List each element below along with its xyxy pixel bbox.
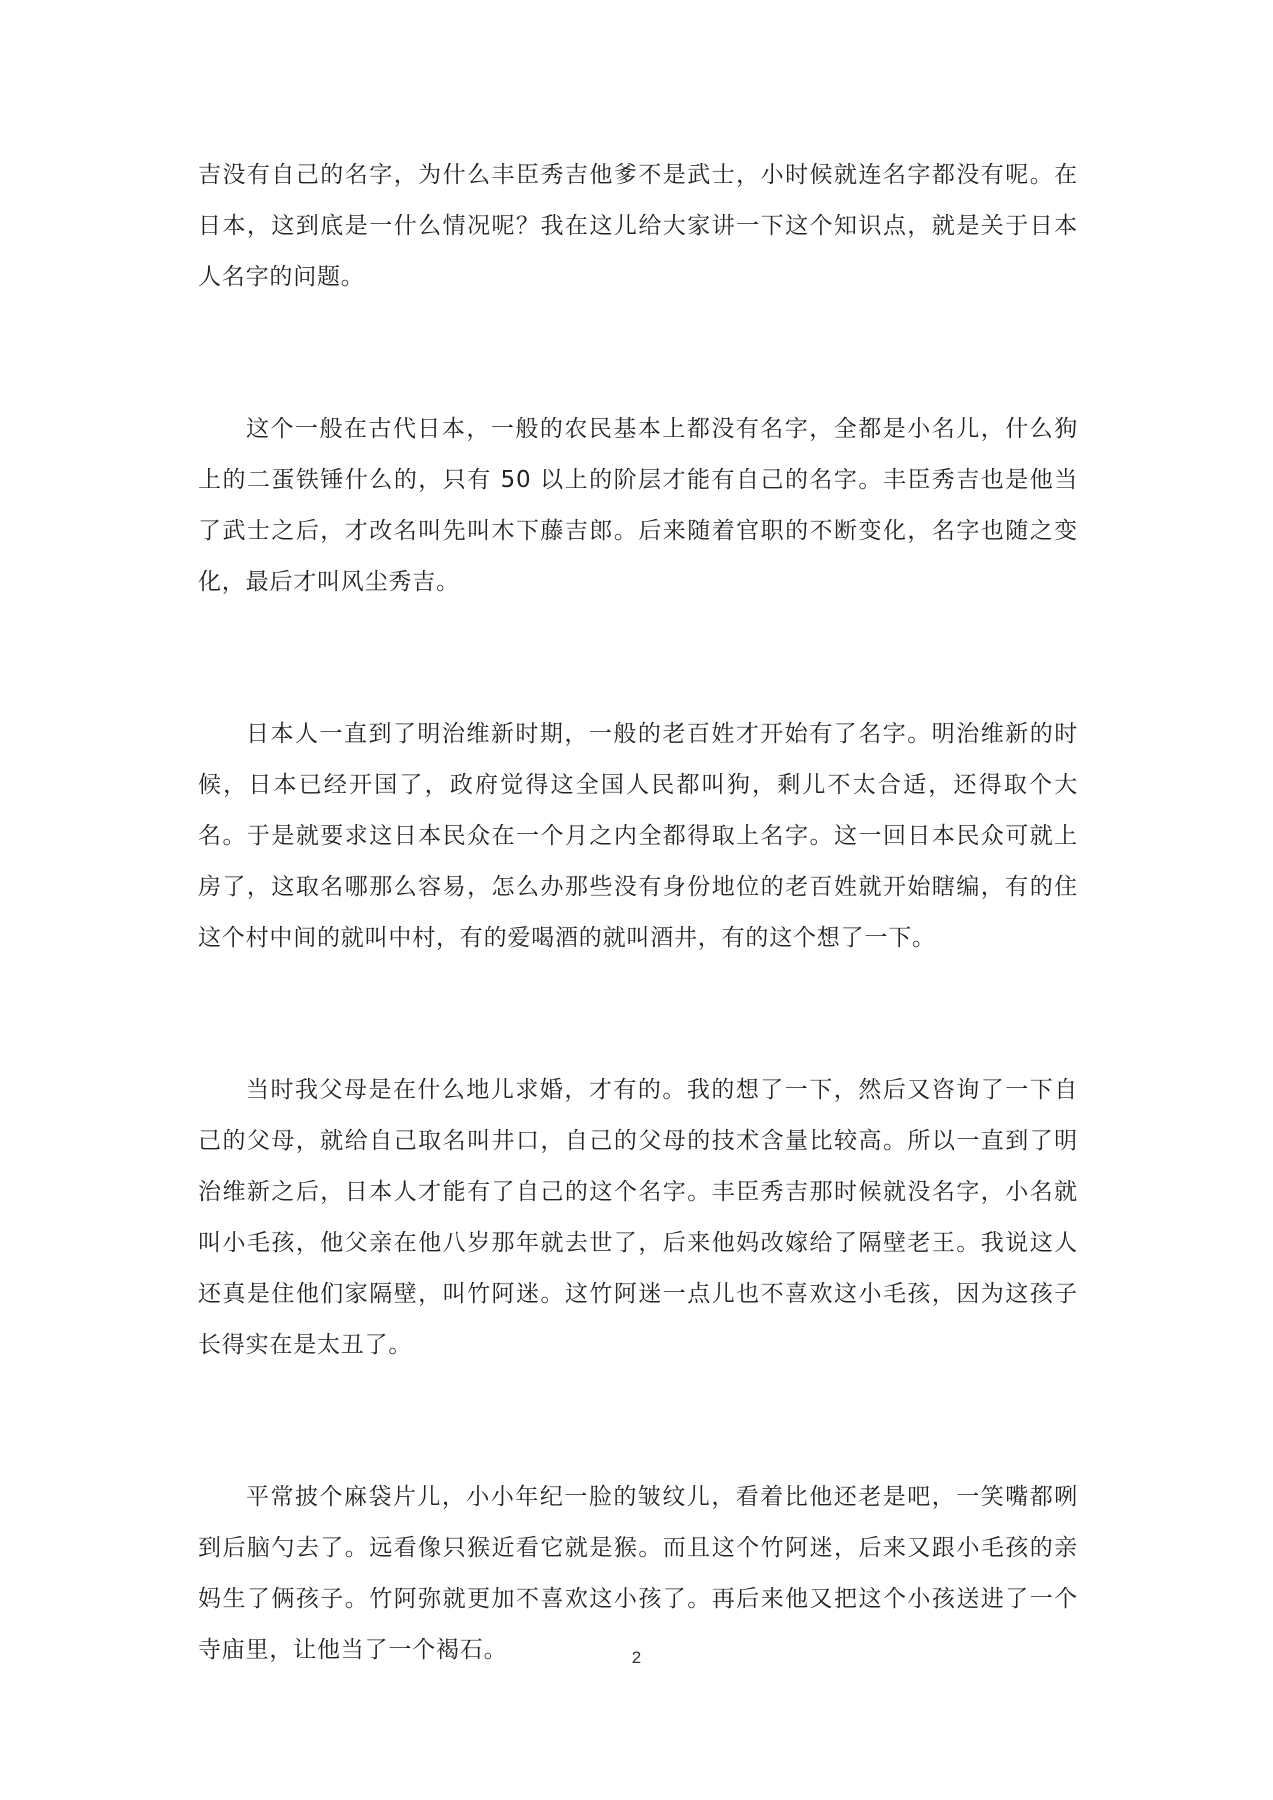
paragraph-5: 平常披个麻袋片儿，小小年纪一脸的皱纹儿，看着比他还老是吧，一笑嘴都咧到后脑勺去了。远看像只猴近看它就是猴。而且这个竹阿迷，后来又跟小毛孩的亲妈生了俩孩子。竹阿弥就更加不喜欢这小孩了。再后来他又把这个小孩送进了一个寺庙里，让他当了一个褐石。 <box>198 1484 1078 1663</box>
body-text <box>198 150 1078 1777</box>
paragraph-3: 日本人一直到了明治维新时期，一般的老百姓才开始有了名字。明治维新的时候，日本已经开国了，政府觉得这全国人民都叫狗，剩儿不太合适，还得取个大名。于是就要求这日本民众在一个月之内全都得取上名字。这一回日本民众可就上房了，这取名哪那么容易，怎么办那些没有身份地位的老百姓就开始瞎编，有的住这个村中间的就叫中村，有的爱喝酒的就叫酒井，有的这个想了一下。 <box>198 721 1078 951</box>
paragraph-1: 吉没有自己的名字，为什么丰臣秀吉他爹不是武士，小时候就连名字都没有呢。在日本，这到底是一什么情况呢？我在这儿给大家讲一下这个知识点，就是关于日本人名字的问题。 <box>198 162 1078 290</box>
page-number: 2 <box>631 1648 642 1667</box>
paragraph-4: 当时我父母是在什么地儿求婚，才有的。我的想了一下，然后又咨询了一下自己的父母，就给自己取名叫井口，自己的父母的技术含量比较高。所以一直到了明治维新之后，日本人才能有了自己的这个名字。丰臣秀吉那时候就没名字，小名就叫小毛孩，他父亲在他八岁那年就去世了，后来他妈改嫁给了隔壁老王。我说这人还真是住他们家隔壁，叫竹阿迷。这竹阿迷一点儿也不喜欢这小毛孩，因为这孩子长得实在是太丑了。 <box>198 1077 1078 1358</box>
paragraph-2: 这个一般在古代日本，一般的农民基本上都没有名字，全都是小名儿，什么狗上的二蛋铁锤什么的，只有 50 以上的阶层才能有自己的名字。丰臣秀吉也是他当了武士之后，才改名叫先叫木下藤吉郎。后来随着官职的不断变化，名字也随之变化，最后才叫风尘秀吉。 <box>198 416 1078 595</box>
